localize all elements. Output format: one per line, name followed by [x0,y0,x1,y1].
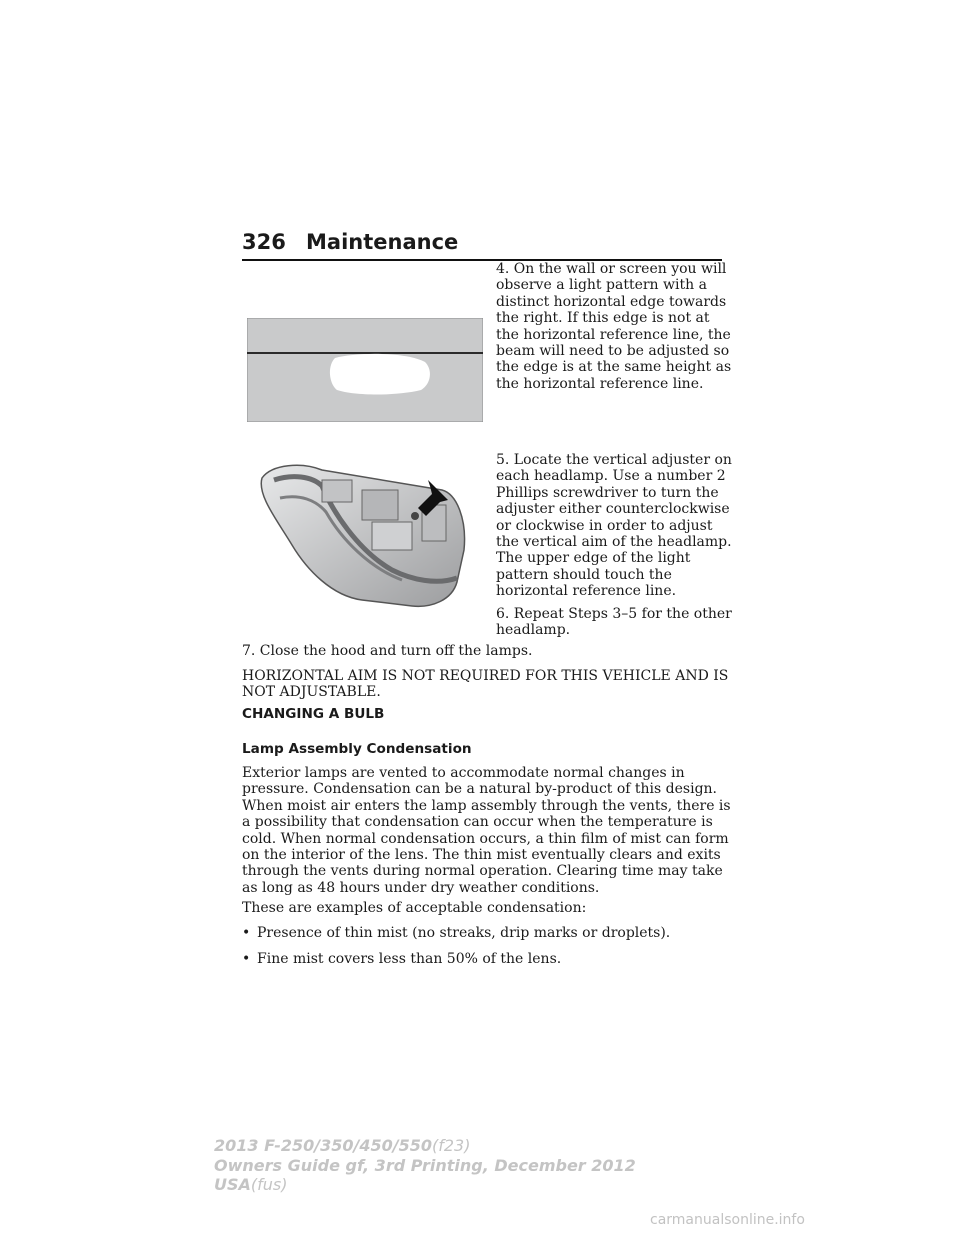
footer-code: (f23) [432,1136,471,1155]
condensation-paragraph: Exterior lamps are vented to accommodate normal changes in pressure. Condensation can be a natural by-product of this design. When moist air enters the lamp assembly through the vents, there is a possibility that condensation can occur when the temperature is cold. When normal condensation occurs, a thin film of mist can form on the interior of the lens. The thin mist eventually clears and exits through the vents during normal operation. Clearing time may take as long as 48 hours under dry weather conditions. [242,765,731,896]
footer-printing: Owners Guide gf, 3rd Printing, December 2012 [214,1155,636,1175]
step-6: 6. Repeat Steps 3–5 for the other headlamp. [496,606,732,639]
list-item [242,951,732,967]
footer-region: USA [214,1175,251,1194]
bullet-icon: • [242,951,251,967]
list-item-text: Fine mist covers less than 50% of the lens. [257,951,562,967]
section-heading: CHANGING A BULB [242,706,385,722]
footer-region-code: (fus) [250,1175,288,1194]
step-5: 5. Locate the vertical adjuster on each headlamp. Use a number 2 Phillips screwdriver to turn the adjuster either counterclockwise or clockwise in order to adjust the vertical aim of the headlamp. The upper edge of the light pattern should touch the horizontal reference line. [496,452,732,600]
subheading: Lamp Assembly Condensation [242,741,472,757]
watermark: carmanualsonline.info [650,1212,805,1228]
list-item [242,925,732,941]
step-7: 7. Close the hood and turn off the lamps. [242,643,533,659]
list-item-text: Presence of thin mist (no streaks, drip marks or droplets). [257,925,671,941]
page-number: 326 [242,230,286,254]
headlamp-adjuster-illustration [252,450,482,610]
light-pattern-illustration [247,318,483,422]
footer-model: 2013 F-250/350/450/550 [214,1136,432,1155]
bullet-icon: • [242,925,251,941]
examples-intro: These are examples of acceptable condensation: [242,900,587,916]
page-header [242,230,458,254]
footer [214,1136,636,1195]
horizontal-aim-note: HORIZONTAL AIM IS NOT REQUIRED FOR THIS VEHICLE AND IS NOT ADJUSTABLE. [242,668,729,701]
section-title: Maintenance [306,230,459,254]
step-4: 4. On the wall or screen you will observe a light pattern with a distinct horizontal edge towards the right. If this edge is not at the horizontal reference line, the beam will need to be adjusted so the edge is at the same height as the horizontal reference line. [496,261,732,392]
